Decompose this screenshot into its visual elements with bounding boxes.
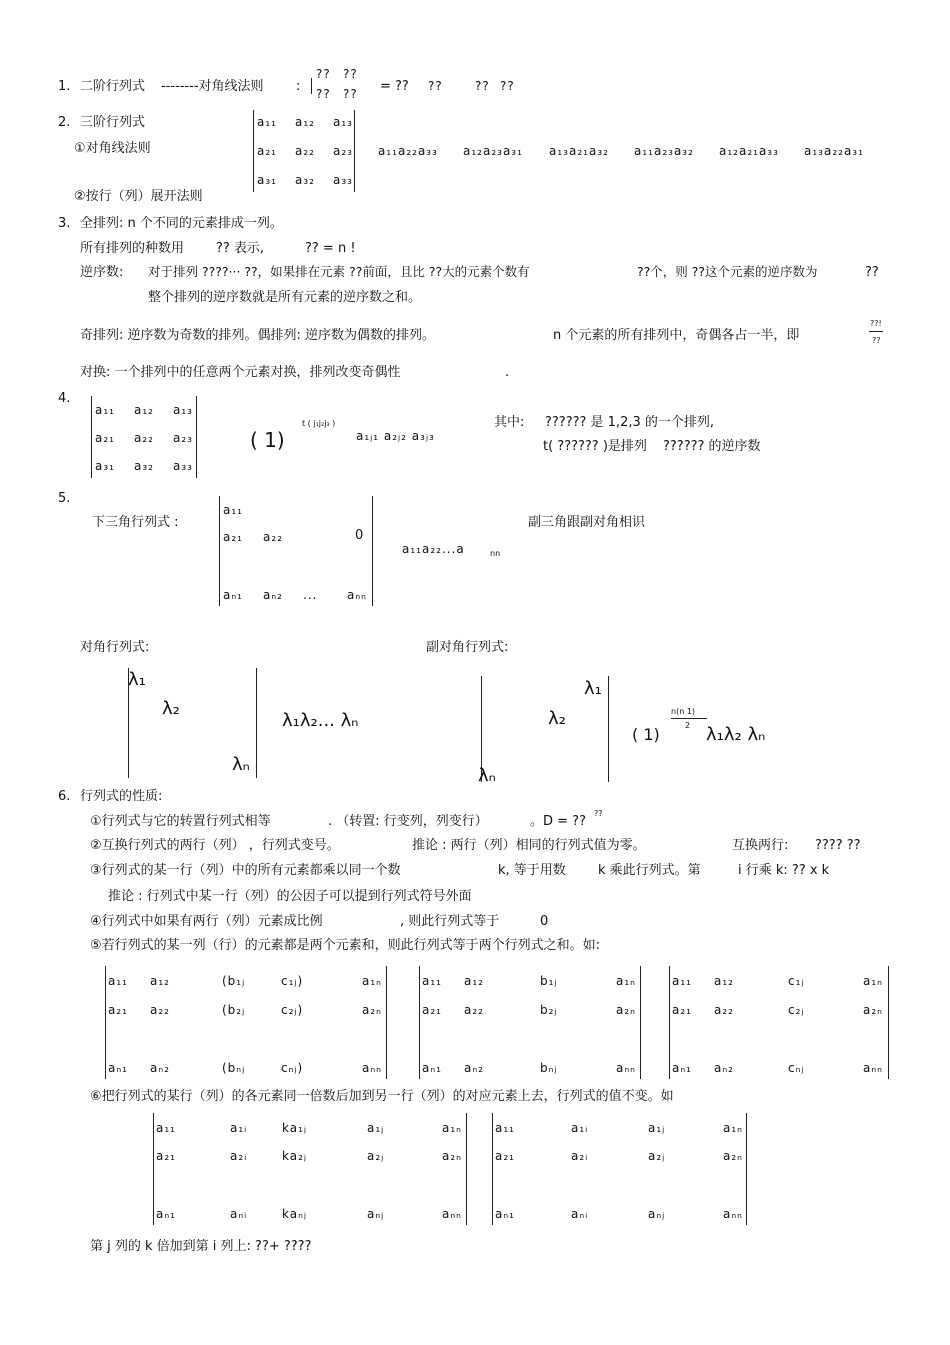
m5c-left [669, 966, 670, 1079]
s1-f4: ?? [343, 87, 358, 101]
m6a-cell: a₁₁ [156, 1121, 176, 1135]
s2-a11: a₁₁ [257, 115, 277, 129]
s5-label: 下三角行列式 : [92, 515, 179, 530]
s1-det-bar [311, 78, 312, 94]
s1-num: 1. [58, 79, 71, 94]
m5c-cell: a₁₂ [714, 974, 734, 988]
s4-a31: a₃₁ [95, 459, 115, 473]
m5b-cell: aₙ₂ [464, 1061, 484, 1075]
m5a-cell: (b₂ⱼ [222, 1003, 246, 1017]
s1-rule: --------对角线法则 [161, 79, 264, 94]
m5c-cell: aₙ₂ [714, 1061, 734, 1075]
s6-p2: ②互换行列式的两行（列） ，行列式变号。 [90, 838, 340, 853]
m6b-cell: a₂ₙ [723, 1149, 743, 1163]
s2-a31: a₃₁ [257, 173, 277, 187]
anti-sign: ( 1) [632, 725, 660, 744]
s2-a13: a₁₃ [333, 115, 353, 129]
diag-label: 对角行列式: [80, 640, 150, 655]
s5-rnc4: aₙₙ [347, 588, 367, 602]
s2-a21: a₂₁ [257, 144, 277, 158]
m5a-cell: a₂₂ [150, 1003, 170, 1017]
anti-ln: λₙ [478, 765, 496, 786]
m5b-cell: bₙⱼ [540, 1061, 558, 1075]
s4-a13: a₁₃ [173, 403, 193, 417]
m5b-cell: a₁₁ [422, 974, 442, 988]
m6a-cell: aₙᵢ [230, 1207, 248, 1221]
s4-term: a₁ⱼ₁ a₂ⱼ₂ a₃ⱼ₃ [356, 429, 435, 443]
anti-exp-line [671, 718, 707, 719]
anti-result: λ₁λ₂ λₙ [706, 724, 766, 745]
m5c-cell: a₂₂ [714, 1003, 734, 1017]
s5-rnc2: aₙ₂ [263, 588, 283, 602]
s4-exponent: t ( j₁j₂j₃ ) [302, 419, 336, 428]
s3-line3a: 逆序数: [80, 265, 124, 280]
m5b-cell: aₙₙ [616, 1061, 636, 1075]
s3-line1: 全排列: n 个不同的元素排成一列。 [80, 216, 283, 231]
s1-f7: ?? [475, 79, 490, 93]
s6-p4c: 0 [540, 914, 549, 929]
m6b-cell: a₁ᵢ [571, 1121, 589, 1135]
s2-label: 三阶行列式 [80, 115, 146, 130]
m6b-cell: a₂ⱼ [648, 1149, 666, 1163]
s5-r2c1: a₂₁ [223, 530, 243, 544]
m5a-cell: aₙ₁ [108, 1061, 128, 1075]
m6b-left [492, 1113, 493, 1225]
anti-l2: λ₂ [548, 708, 566, 729]
m6b-cell: aₙᵢ [571, 1207, 589, 1221]
s6-p1b: . （转置: 行变列，列变行） [328, 814, 488, 829]
m5c-cell: a₁ₙ [863, 974, 883, 988]
s4-sign: ( 1) [250, 428, 285, 452]
s3-frac-den: ?? [872, 336, 881, 345]
m6a-cell: a₂ⱼ [367, 1149, 385, 1163]
s6-p1c: 。D = ?? [530, 814, 586, 829]
m6a-cell: aₙⱼ [367, 1207, 385, 1221]
s6-p1d: ?? [594, 809, 603, 818]
m5c-cell: cₙⱼ [788, 1061, 805, 1075]
m6a-cell: a₂ₙ [442, 1149, 462, 1163]
s6-p2b: 推论 : 两行（列）相同的行列式值为零。 [412, 838, 646, 853]
s5-rn-dots: ... [303, 588, 318, 602]
s2-det-right [354, 110, 355, 192]
m5b-cell: a₂ₙ [616, 1003, 636, 1017]
s3-line2b: ?? 表示, [216, 241, 265, 256]
s5-note: 副三角跟副对角相识 [528, 515, 646, 530]
m6b-right [746, 1113, 747, 1225]
m6a-cell: ka₁ⱼ [282, 1121, 307, 1135]
s3-frac-num: ??! [870, 319, 882, 328]
s1-colon: : [296, 79, 301, 94]
s6-p2c: 互换两行: [732, 838, 789, 853]
m5b-cell: b₂ⱼ [540, 1003, 558, 1017]
s5-result-sub: nn [490, 549, 501, 558]
s6-p3: ③行列式的某一行（列）中的所有元素都乘以同一个数 [90, 863, 401, 878]
s6-p4b: , 则此行列式等于 [400, 914, 500, 929]
m5c-cell: aₙₙ [863, 1061, 883, 1075]
anti-exp-num: n(n 1) [671, 707, 696, 716]
s4-num: 4. [58, 391, 71, 406]
m6a-cell: a₁ᵢ [230, 1121, 248, 1135]
m5b-right [640, 966, 641, 1079]
m6b-cell: a₂₁ [495, 1149, 515, 1163]
m6b-cell: a₁₁ [495, 1121, 515, 1135]
s2-term: a₁₃a₂₁a₃₂ [549, 144, 609, 158]
diag-l2: λ₂ [162, 698, 180, 719]
m5a-cell: aₙₙ [362, 1061, 382, 1075]
s1-f1: ?? [316, 67, 331, 81]
m5c-cell: a₂ₙ [863, 1003, 883, 1017]
m5b-cell: a₁₂ [464, 974, 484, 988]
m6a-cell: a₁ⱼ [367, 1121, 385, 1135]
s4-det-left [91, 396, 92, 478]
s2-term: a₁₁a₂₃a₃₂ [634, 144, 694, 158]
m5a-cell: aₙ₂ [150, 1061, 170, 1075]
s3-line5b: n 个元素的所有排列中，奇偶各占一半，即 [553, 328, 800, 343]
m5a-cell: c₂ⱼ) [281, 1003, 304, 1017]
diag-ln: λₙ [232, 754, 250, 775]
s1-f5: = ?? [380, 79, 409, 94]
s3-line3b: 对于排列 ????··· ??，如果排在元素 ??前面，且比 ??大的元素个数有 [148, 264, 530, 279]
s2-a33: a₃₃ [333, 173, 353, 187]
s6-p2d: ???? ?? [815, 838, 861, 853]
m6a-cell: a₂ᵢ [230, 1149, 248, 1163]
diag-l1: λ₁ [128, 669, 146, 690]
s6-label: 行列式的性质: [80, 789, 163, 804]
s4-note3: t( ?????? )是排列 [543, 439, 647, 454]
s2-a22: a₂₂ [295, 144, 315, 158]
s3-line2a: 所有排列的种数用 [80, 241, 185, 256]
s1-f8: ?? [500, 79, 515, 93]
s2-method1: ①对角线法则 [74, 141, 151, 156]
s4-a33: a₃₃ [173, 459, 193, 473]
s3-line4: 整个排列的逆序数就是所有元素的逆序数之和。 [148, 290, 422, 305]
s6-p3e: 推论 : 行列式中某一行（列）的公因子可以提到行列式符号外面 [108, 889, 472, 904]
m6a-cell: aₙ₁ [156, 1207, 176, 1221]
m5a-cell: (b₁ⱼ [222, 974, 246, 988]
s4-note4: ?????? 的逆序数 [663, 439, 761, 454]
s4-note2: ?????? 是 1,2,3 的一个排列, [545, 415, 715, 430]
s2-term: a₁₂a₂₁a₃₃ [719, 144, 779, 158]
s3-line3c: ??个，则 ??这个元素的逆序数为 [637, 264, 818, 279]
s3-line2c: ?? = n ! [305, 241, 356, 256]
s2-term: a₁₁a₂₂a₃₃ [378, 144, 438, 158]
s3-line5: 奇排列: 逆序数为奇数的排列。偶排列: 逆序数为偶数的排列。 [80, 328, 436, 343]
m6b-cell: a₁ⱼ [648, 1121, 666, 1135]
s4-a23: a₂₃ [173, 431, 193, 445]
m5c-cell: a₂₁ [672, 1003, 692, 1017]
m6a-cell: aₙₙ [442, 1207, 462, 1221]
anti-l1: λ₁ [584, 678, 602, 699]
anti-diag-label: 副对角行列式: [426, 640, 509, 655]
m6b-cell: a₂ᵢ [571, 1149, 589, 1163]
m5a-cell: a₂₁ [108, 1003, 128, 1017]
s6-p6: ⑥把行列式的某行（列）的各元素同一倍数后加到另一行（列）的对应元素上去，行列式的值不变。如 [90, 1089, 674, 1104]
s6-p5: ⑤若行列式的某一列（行）的元素都是两个元素和，则此行列式等于两个行列式之和。如: [90, 938, 601, 953]
s3-num: 3. [58, 216, 71, 231]
s4-a21: a₂₁ [95, 431, 115, 445]
s3-frac-line [869, 331, 883, 332]
m5c-right [888, 966, 889, 1079]
s5-det-right [372, 496, 373, 606]
s2-num: 2. [58, 115, 71, 130]
m5a-cell: a₁₂ [150, 974, 170, 988]
m6b-cell: aₙⱼ [648, 1207, 666, 1221]
anti-exp-den: 2 [685, 721, 691, 730]
s6-num: 6. [58, 789, 71, 804]
m5a-cell: a₂ₙ [362, 1003, 382, 1017]
m5b-cell: aₙ₁ [422, 1061, 442, 1075]
s6-p3c: k 乘此行列式。第 [598, 863, 701, 878]
s1-f2: ?? [343, 67, 358, 81]
s1-f6: ?? [428, 79, 443, 93]
m5b-cell: b₁ⱼ [540, 974, 558, 988]
s2-a23: a₂₃ [333, 144, 353, 158]
s1-f3: ?? [316, 87, 331, 101]
m6b-cell: aₙ₁ [495, 1207, 515, 1221]
s6-p1: ①行列式与它的转置行列式相等 [90, 814, 271, 829]
m6a-cell: kaₙⱼ [282, 1207, 307, 1221]
m5a-right [386, 966, 387, 1079]
s5-r1c1: a₁₁ [223, 503, 243, 517]
m6a-cell: a₂₁ [156, 1149, 176, 1163]
m5b-cell: a₁ₙ [616, 974, 636, 988]
s5-det-left [219, 496, 220, 606]
s4-det-right [196, 396, 197, 478]
m5a-cell: a₁ₙ [362, 974, 382, 988]
s2-term: a₁₃a₂₂a₃₁ [804, 144, 864, 158]
s5-result: a₁₁a₂₂...a [402, 542, 465, 556]
m5a-left [105, 966, 106, 1079]
s6-p4: ④行列式中如果有两行（列）元素成比例 [90, 914, 323, 929]
m5c-cell: c₂ⱼ [788, 1003, 805, 1017]
m6b-cell: aₙₙ [723, 1207, 743, 1221]
s4-a12: a₁₂ [134, 403, 154, 417]
m6a-right [466, 1113, 467, 1225]
s3-line3d: ?? [865, 265, 879, 280]
s5-num: 5. [58, 491, 71, 506]
s4-a22: a₂₂ [134, 431, 154, 445]
s1-label: 二阶行列式 [80, 79, 146, 94]
s4-note1: 其中: [494, 415, 525, 430]
s2-a32: a₃₂ [295, 173, 315, 187]
diag-result: λ₁λ₂... λₙ [282, 710, 359, 731]
m6b-cell: a₁ₙ [723, 1121, 743, 1135]
m5b-cell: a₂₁ [422, 1003, 442, 1017]
s3-line6: 对换: 一个排列中的任意两个元素对换，排列改变奇偶性 [80, 365, 401, 380]
m5a-cell: (bₙⱼ [222, 1061, 246, 1075]
diag-det-right [256, 668, 257, 778]
s2-det-left [253, 110, 254, 192]
m5a-cell: cₙⱼ) [281, 1061, 304, 1075]
s2-term: a₁₂a₂₃a₃₁ [463, 144, 523, 158]
s5-zero: 0 [355, 528, 364, 543]
m6a-cell: ka₂ⱼ [282, 1149, 307, 1163]
s6-p3d: i 行乘 k: ?? x k [738, 863, 830, 878]
s6-last: 第 j 列的 k 倍加到第 i 列上: ??+ ???? [90, 1239, 312, 1254]
m5a-cell: a₁₁ [108, 974, 128, 988]
m6a-cell: a₁ₙ [442, 1121, 462, 1135]
s5-rnc1: aₙ₁ [223, 588, 243, 602]
s4-a11: a₁₁ [95, 403, 115, 417]
s5-r2c2: a₂₂ [263, 530, 283, 544]
anti-det-right [608, 676, 609, 782]
s2-method2: ②按行（列）展开法则 [74, 189, 203, 204]
s2-a12: a₁₂ [295, 115, 315, 129]
m5c-cell: aₙ₁ [672, 1061, 692, 1075]
m5c-cell: c₁ⱼ [788, 974, 805, 988]
s4-a32: a₃₂ [134, 459, 154, 473]
m5c-cell: a₁₁ [672, 974, 692, 988]
s3-line6b: . [505, 365, 510, 380]
m5b-left [419, 966, 420, 1079]
s6-p3b: k, 等于用数 [498, 863, 566, 878]
m5a-cell: c₁ⱼ) [281, 974, 304, 988]
m6a-left [153, 1113, 154, 1225]
m5b-cell: a₂₂ [464, 1003, 484, 1017]
